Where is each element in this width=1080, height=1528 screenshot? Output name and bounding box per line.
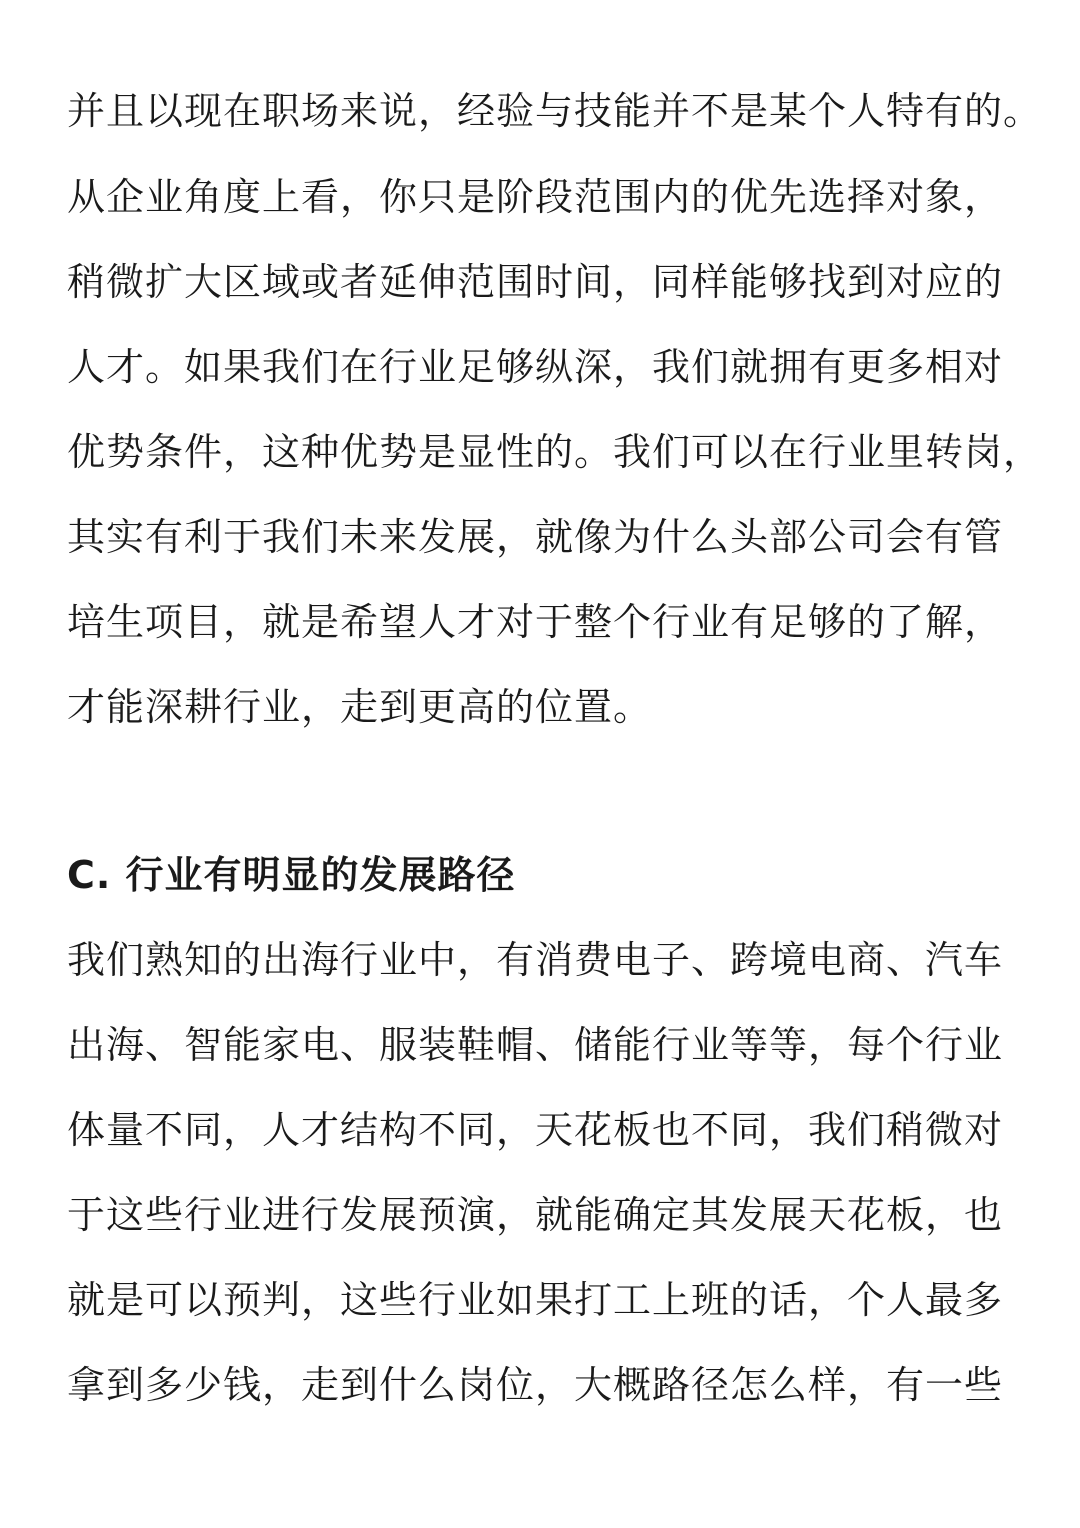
section-heading: C. 行业有明显的发展路径 [67, 853, 516, 897]
paragraph-line: 体量不同，人才结构不同，天花板也不同，我们稍微对 [67, 1108, 1004, 1152]
paragraph-line: 人才。如果我们在行业足够纵深，我们就拥有更多相对 [67, 345, 1004, 389]
paragraph-line: 优势条件，这种优势是显性的。我们可以在行业里转岗， [67, 430, 1043, 474]
paragraph-line: 出海、智能家电、服装鞋帽、储能行业等等，每个行业 [67, 1023, 1004, 1067]
paragraph-line: 从企业角度上看，你只是阶段范围内的优先选择对象， [67, 175, 1004, 219]
paragraph-line: 于这些行业进行发展预演，就能确定其发展天花板，也 [67, 1193, 1004, 1237]
paragraph-line: 其实有利于我们未来发展，就像为什么头部公司会有管 [67, 515, 1004, 559]
paragraph-line: 并且以现在职场来说，经验与技能并不是某个人特有的。 [67, 89, 1043, 133]
paragraph-line: 我们熟知的出海行业中，有消费电子、跨境电商、汽车 [67, 938, 1004, 982]
paragraph-line: 才能深耕行业，走到更高的位置。 [67, 685, 653, 729]
paragraph-line: 就是可以预判，这些行业如果打工上班的话，个人最多 [67, 1278, 1004, 1322]
paragraph-line: 稍微扩大区域或者延伸范围时间，同样能够找到对应的 [67, 260, 1004, 304]
paragraph-line: 拿到多少钱，走到什么岗位，大概路径怎么样，有一些 [67, 1363, 1004, 1407]
paragraph-line: 培生项目，就是希望人才对于整个行业有足够的了解， [67, 600, 1004, 644]
